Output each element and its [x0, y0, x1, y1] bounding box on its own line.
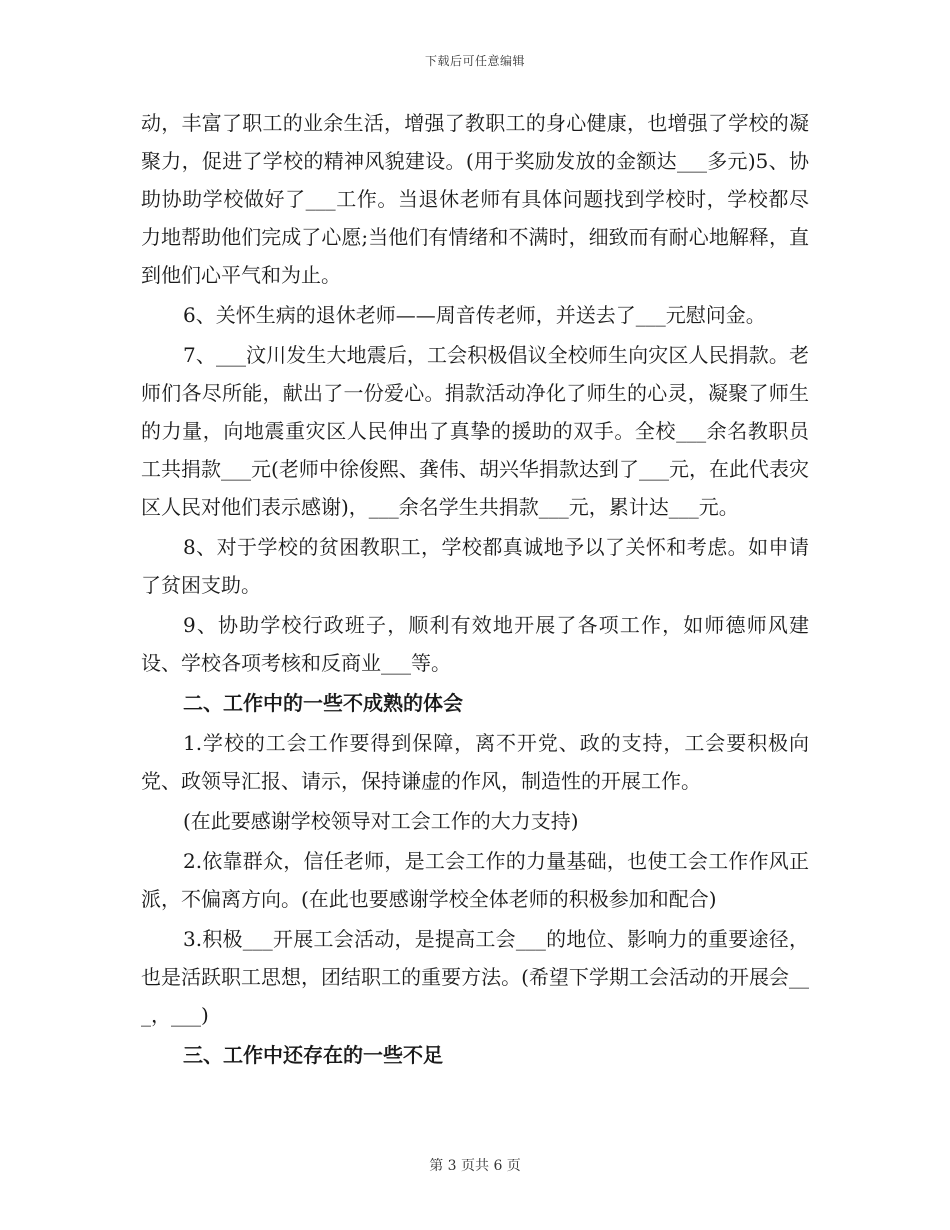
page-number: 第 3 页共 6 页: [429, 1158, 521, 1174]
paragraph-item-7: 7、___汶川发生大地震后，工会积极倡议全校师生向灾区人民捐款。老师们各尽所能，献出了一份爱心。捐款活动净化了师生的心灵，凝聚了师生的力量，向地震重灾区人民伸出了真挚的援助的双手。全校___余名教职员工共捐款___元(老师中徐俊熙、龚伟、胡兴华捐款达到了___元，在此代表灾区人民对他们表示感谢)，___余名学生共捐款___元，累计达___元。: [141, 343, 809, 519]
section-heading-3: 三、工作中还存在的一些不足: [183, 1043, 443, 1067]
paragraph-point-3: 3.积极___开展工会活动，是提高工会___的地位、影响力的重要途径，也是活跃职工思想，团结职工的重要方法。(希望下学期工会活动的开展会___，___): [141, 927, 809, 1027]
document-body: [141, 104, 809, 1076]
paragraph-item-8: 8、对于学校的贫困教职工，学校都真诚地予以了关怀和考虑。如申请了贫困支助。: [141, 535, 809, 597]
paragraph-item-6: 6、关怀生病的退休老师——周音传老师，并送去了___元慰问金。: [183, 303, 766, 327]
paragraph-note: (在此要感谢学校领导对工会工作的大力支持): [183, 809, 579, 833]
paragraph-point-2: 2.依靠群众，信任老师，是工会工作的力量基础，也使工会工作作风正派，不偏离方向。(在此也要感谢学校全体老师的积极参加和配合): [141, 849, 809, 911]
paragraph-item-9: 9、协助学校行政班子，顺利有效地开展了各项工作，如师德师风建设、学校各项考核和反商业___等。: [141, 613, 809, 675]
paragraph-continuation: 动，丰富了职工的业余生活，增强了教职工的身心健康，也增强了学校的凝聚力，促进了学校的精神风貌建设。(用于奖励发放的金额达___多元)5、协助协助学校做好了___工作。当退休老师有具体问题找到学校时，学校都尽力地帮助他们完成了心愿;当他们有情绪和不满时，细致而有耐心地解释，直到他们心平气和为止。: [141, 111, 809, 287]
paragraph-point-1: 1.学校的工会工作要得到保障，离不开党、政的支持，工会要积极向党、政领导汇报、请示，保持谦虚的作风，制造性的开展工作。: [141, 731, 809, 793]
page-header-note: 下载后可任意编辑: [424, 54, 525, 68]
section-heading-2: 二、工作中的一些不成熟的体会: [183, 691, 463, 715]
